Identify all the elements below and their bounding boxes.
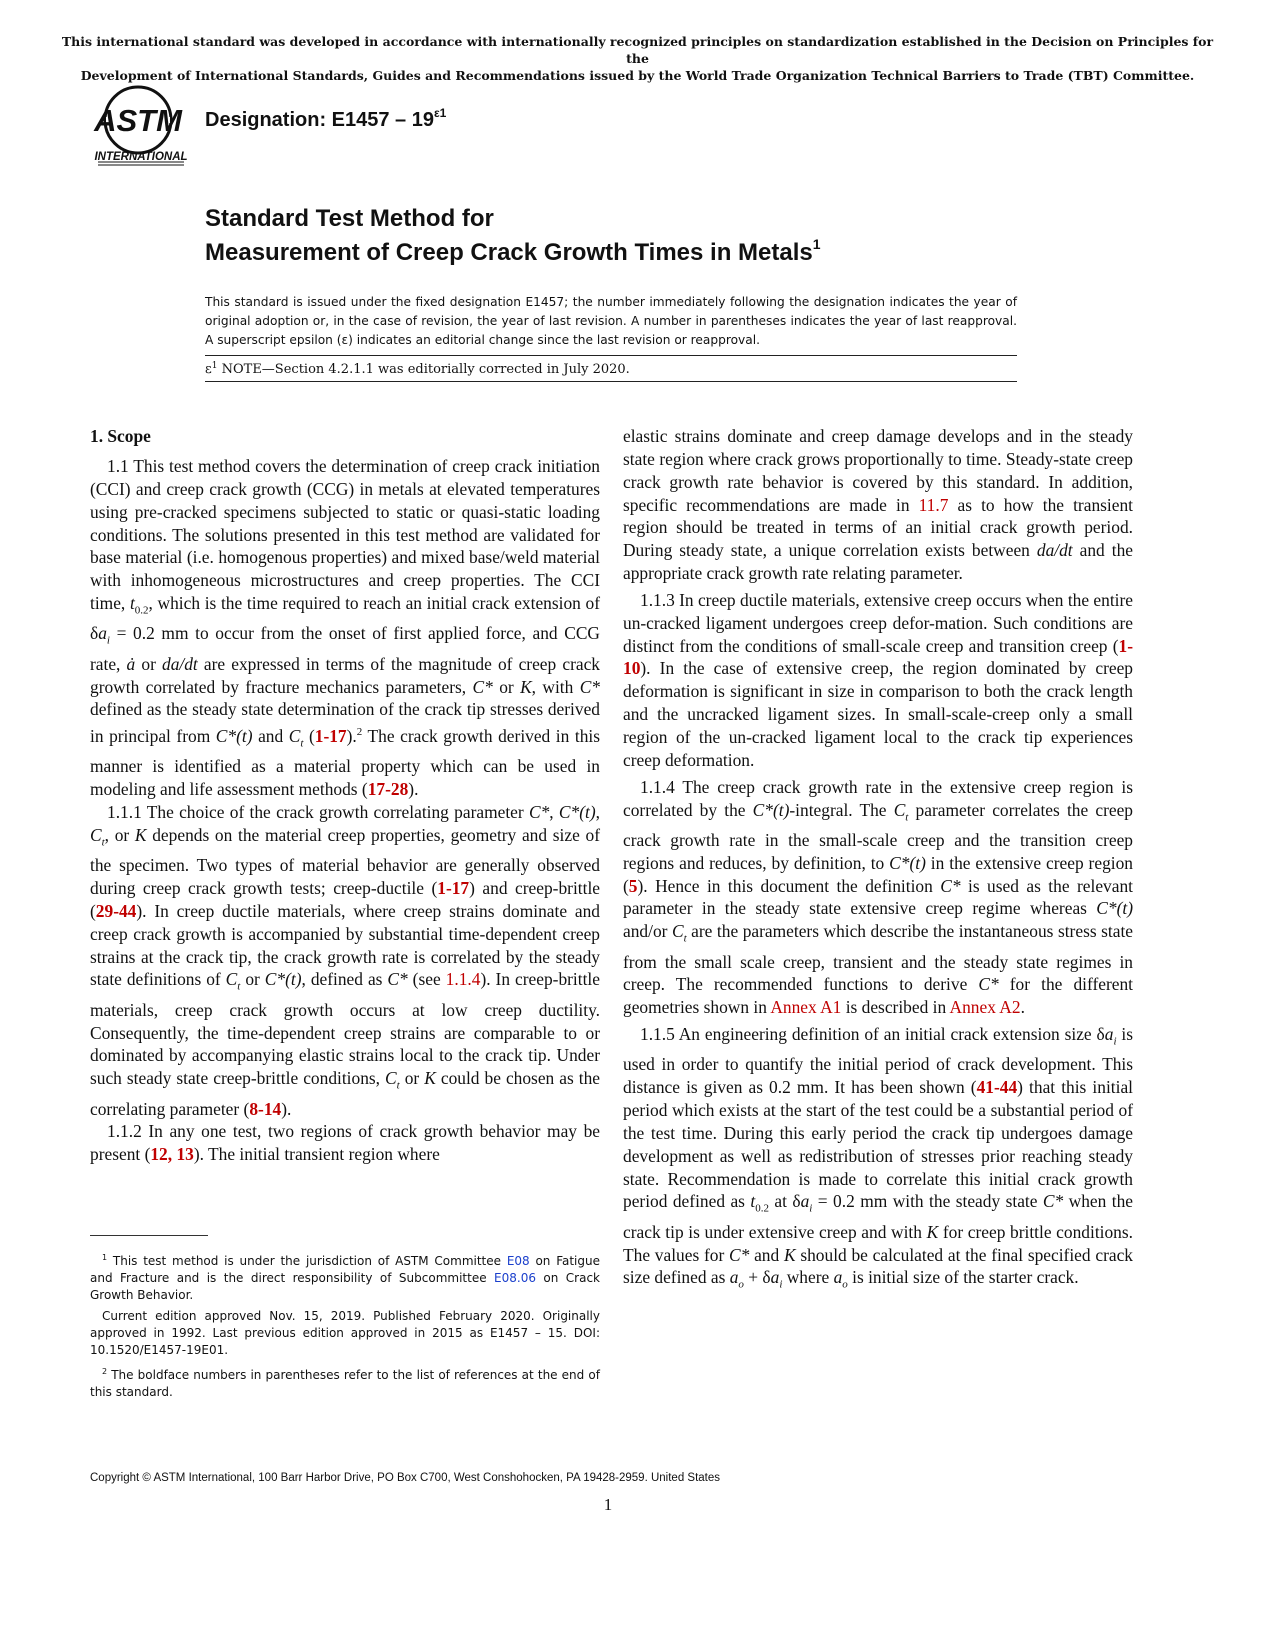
paragraph-1-1: 1.1 This test method covers the determination of creep crack initiation (CCI) and creep crack growth (CCG) in metals at elevated temperatures using pre-cracked specimens subjected to static or quasi-static loading conditions. The solutions presented in this test method are validated for base material (i.e. homogenous properties) and mixed base/weld material with inhomogeneous microstructures and creep properties. The CCI time, $t_{0.2}$, which is the time required to reach an initial crack extension of $\delta a_i = 0.2$ mm to occur from the onset of first applied force, and CCG rate, ȧ or da/dt are expressed in terms of the magnitude of creep crack growth correlated by fracture mechanics parameters, C* or K, with C* defined as the steady state determination of the crack tip stresses derived in principal from C*(t) and $C_t$ (1-17).$^2$ The crack growth derived in this manner is identified as a material property which can be used in modeling and life assessment methods (17-28). — [90, 456, 601, 800]
note-text: NOTE—Section 4.2.1.1 was editorially corrected in July 2020. — [217, 362, 630, 377]
issuance-statement: This standard is issued under the fixed designation E1457; the number immediately following the designation indicates the year of original adoption or, in the case of revision, the year of last revision. A number in parentheses indicates the year of last reapproval. A superscript epsilon (ε) indicates an editorial change since the last revision or reapproval. — [205, 295, 1017, 347]
title-footnote-mark: 1 — [812, 236, 821, 252]
edition-note: Current edition approved Nov. 15, 2019. Published February 2020. Originally approved in 1992. Last previous edition approved in 2015 as E1457 – 15. DOI: 10.1520/E1457-19E01. — [90, 1309, 600, 1357]
reference-link[interactable]: 13 — [176, 1144, 194, 1165]
annex-a2-link[interactable]: Annex A2 — [949, 997, 1021, 1018]
paragraph-1-1-1: 1.1.1 The choice of the crack growth correlating parameter C*, C*(t), $C_t$, or K depends on the material creep properties, geometry and size of the specimen. Two types of material behavior are generally observed during creep crack growth tests; creep-ductile (1-17) and creep-brittle (29-44). In creep ductile materials, where creep strains dominate and creep crack growth is accompanied by substantial time-dependent creep strains at the crack tip, the crack growth rate is correlated by the steady state definitions of $C_t$ or C*(t), defined as C* (see 1.1.4). In creep-brittle materials, creep crack growth occurs at low creep ductility. Consequently, the time-dependent creep strains are comparable to or dominated by accompanying elastic strains local to the crack tip. Under such steady state creep-brittle conditions, $C_t$ or K could be chosen as the correlating parameter (8-14). — [90, 802, 601, 1119]
footnote-1-text: This test method is under the jurisdiction of ASTM Committee — [112, 1254, 507, 1268]
wto-notice — [60, 33, 1215, 84]
annex-a1-link[interactable]: Annex A1 — [770, 997, 842, 1018]
paragraph-1-1-3: 1.1.3 In creep ductile materials, extensive creep occurs when the entire un-cracked ligament undergoes creep defor-mation. Such conditions are distinct from the conditions of small-scale creep and transition creep (1-10). In the case of extensive creep, the region dominated by creep deformation is significant in size in comparison to both the crack length and the uncracked ligament sizes. In small-scale-creep only a small region of the un-cracked ligament local to the crack tip experiences creep deformation. — [623, 589, 1134, 770]
designation-epsilon: ε1 — [433, 106, 447, 120]
note-epsilon: ε — [205, 362, 212, 377]
paragraph-1-1-2-continued: elastic strains dominate and creep damage develops and in the steady state region where crack grows proportionally to time. Steady-state creep crack growth rate behavior is covered by this standard. In addition, specific recommendations are made in 11.7 as to how the transient region should be treated in terms of an initial crack growth period. During steady state, a unique correlation exists between da/dt and the appropriate crack growth rate relating parameter. — [623, 426, 1133, 584]
reference-link[interactable]: 5 — [628, 875, 638, 896]
footnote-2-text: The boldface numbers in parentheses refer to the list of references at the end of this standard. — [90, 1367, 600, 1399]
astm-logo-graphic — [92, 84, 192, 174]
document-title: Measurement of Creep Crack Growth Times in Metals — [205, 239, 813, 266]
designation — [205, 106, 446, 132]
title-line-1: Standard Test Method for — [205, 205, 494, 232]
reference-link[interactable]: 29-44 — [95, 900, 137, 921]
reference-link[interactable]: 8-14 — [249, 1098, 282, 1119]
reference-link[interactable]: 41-44 — [976, 1077, 1018, 1098]
copyright-notice: Copyright © ASTM International, 100 Barr Harbor Drive, PO Box C700, West Conshohocken, PA 19428-2959. United States — [90, 1472, 721, 1484]
paragraph-1-1-4: 1.1.4 The creep crack growth rate in the extensive creep region is correlated by the C*(t)-integral. The $C_t$ parameter correlates the creep crack growth rate in the small-scale creep and the transition creep regions and reduces, by definition, to C*(t) in the extensive creep region (5). Hence in this document the definition C* is used as the relevant parameter in the steady state extensive creep regime whereas C*(t) and/or $C_t$ are the parameters which describe the instantaneous stress state from the small scale creep, transient and the steady state regimes in creep. The recommended functions to derive C* for the different geometries shown in Annex A1 is described in Annex A2. — [623, 776, 1134, 1018]
footnote-2: $^2$ The boldface numbers in parentheses refer to the list of references at the end of this standard. — [90, 1366, 600, 1399]
section-link[interactable]: 1.1.4 — [445, 969, 481, 990]
subcommittee-link-e08-06[interactable]: E08.06 — [494, 1270, 536, 1285]
page-number: 1 — [603, 1495, 613, 1514]
logo-text: ASTM — [94, 103, 182, 138]
logo-subtext: INTERNATIONAL — [94, 151, 188, 163]
footnotes — [90, 1250, 600, 1400]
editorial-note — [205, 355, 1017, 382]
astm-logo — [92, 84, 192, 174]
footnote-1-text-c: on Crack Growth Behavior. — [90, 1270, 600, 1302]
reference-link[interactable]: 1-17 — [437, 878, 470, 899]
footnote-1: $^1$ This test method is under the jurisdiction of ASTM Committee E08 on Fatigue and Fracture and is the direct responsibility of Subcommittee E08.06 on Crack Growth Behavior. — [90, 1253, 600, 1302]
reference-link[interactable]: 1-10 — [623, 635, 1133, 679]
paragraph-1-1-2: 1.1.2 In any one test, two regions of crack growth behavior may be present (12, 13). The initial transient region where — [90, 1121, 600, 1165]
footnote-1-text-b: on Fatigue and Fracture and is the direct responsibility of Subcommittee — [90, 1254, 600, 1285]
designation-label: Designation: E1457 – 19 — [205, 109, 434, 131]
reference-link[interactable]: 1-17 — [314, 726, 347, 747]
right-column — [623, 425, 1133, 1297]
note-epsilon-sup: 1 — [211, 361, 218, 371]
wto-notice-line-1: This international standard was developed in accordance with internationally recognized principles on standardization established in the Decision on Principles for the — [61, 34, 1214, 66]
wto-notice-line-2: Development of International Standards, Guides and Recommendations issued by the World Trade Organization Technical Barriers to Trade (TBT) Committee. — [80, 68, 1195, 83]
reference-link[interactable]: 17-28 — [367, 779, 409, 800]
footnote-divider — [90, 1235, 208, 1236]
paragraph-1-1-5: 1.1.5 An engineering definition of an initial crack extension size $\delta a_i$ is used in order to quantify the initial period of crack development. This distance is given as 0.2 mm. It has been shown (41-44) that this initial period which exists at the start of the test could be a substantial period of the test time. During this early period the crack tip undergoes damage development as well as redistribution of stresses prior reaching steady state. Recommendation is made to correlate this initial crack growth period defined as $t_{0.2}$ at $\delta a_i = 0.2$ mm with the steady state C* when the crack tip is under extensive creep and with K for creep brittle conditions. The values for C* and K should be calculated at the final specified crack size defined as $a_o + \delta a_i$ where $a_o$ is initial size of the starter crack. — [623, 1024, 1133, 1291]
reference-link[interactable]: 12, — [150, 1144, 173, 1165]
left-column — [90, 425, 600, 1166]
section-heading-scope: 1. Scope — [90, 426, 151, 446]
committee-link-e08[interactable]: E08 — [506, 1254, 530, 1268]
title-line-2 — [205, 236, 821, 267]
section-link[interactable]: 11.7 — [918, 494, 949, 515]
